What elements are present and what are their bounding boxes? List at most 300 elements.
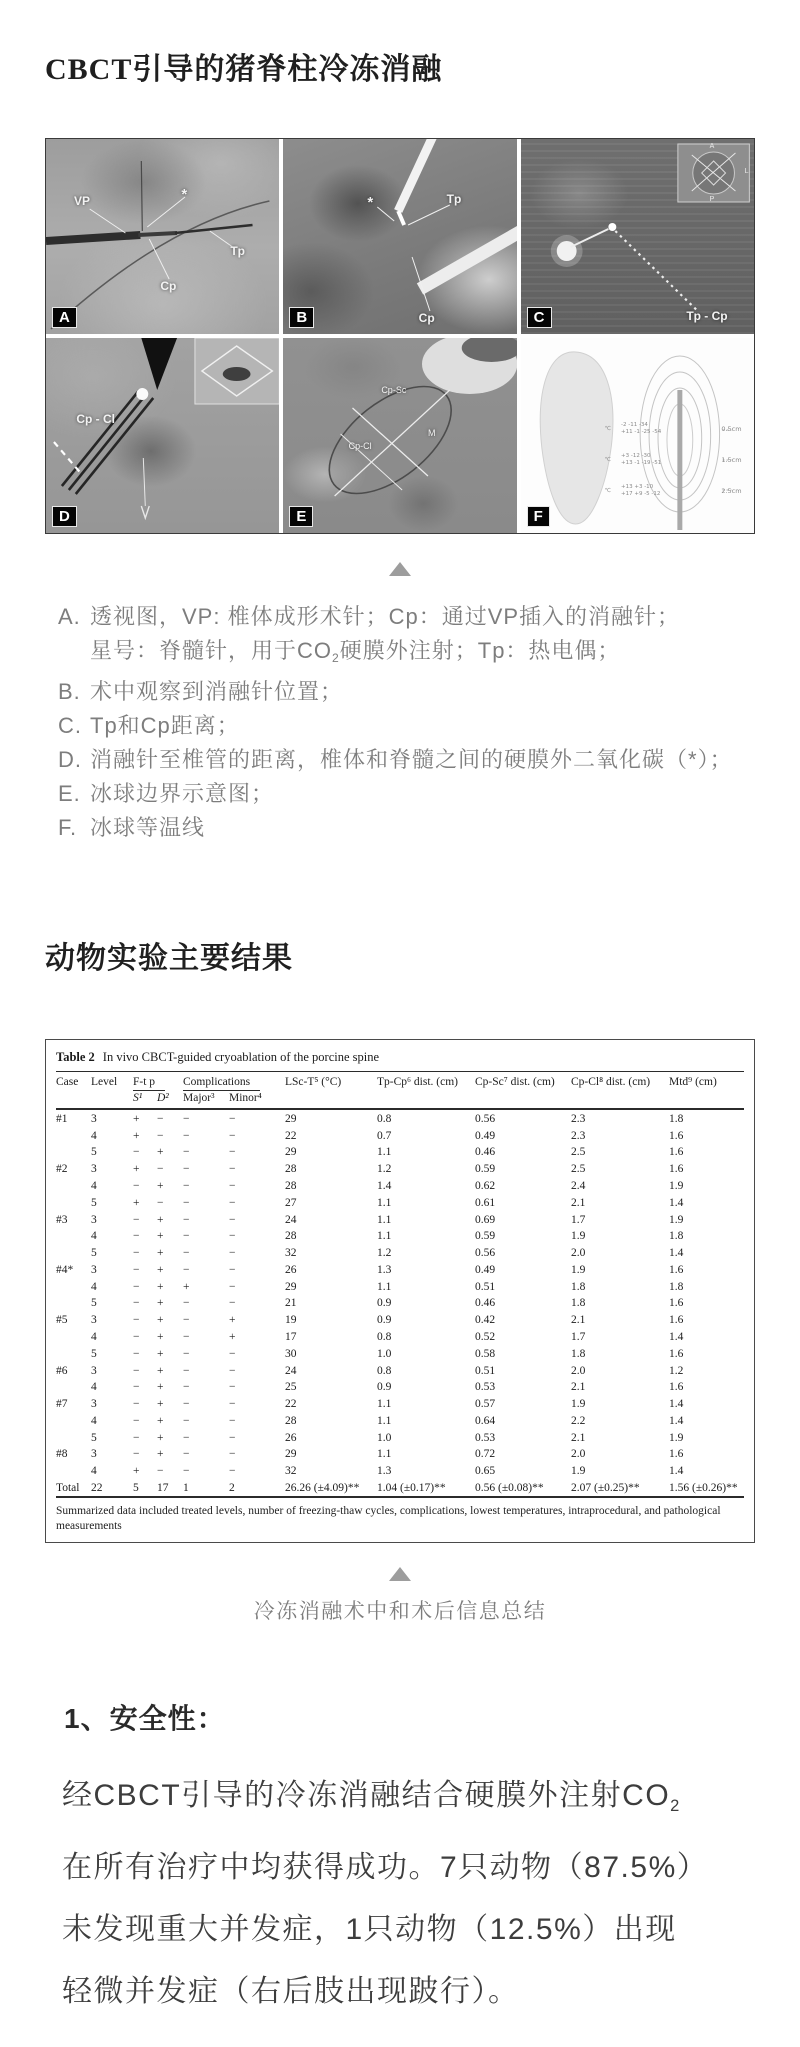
table-cell: 1.9	[571, 1398, 586, 1411]
col-header-s: S¹	[133, 1092, 143, 1105]
table-cell: 0.61	[475, 1196, 496, 1209]
table-cell: −	[229, 1414, 236, 1427]
table-cell: 21	[285, 1297, 297, 1310]
table-cell: −	[183, 1465, 190, 1478]
table-cell: −	[229, 1230, 236, 1243]
table-row	[56, 1379, 744, 1396]
table-cell	[56, 1228, 91, 1245]
table-cell: 24	[285, 1364, 297, 1377]
panel-d-label-cpcl: Cp - Cl	[76, 412, 115, 427]
table-row	[56, 1312, 744, 1329]
table-cell: 29	[285, 1112, 297, 1125]
table-cell: −	[229, 1347, 236, 1360]
table-cell: −	[229, 1213, 236, 1226]
table-cell: −	[229, 1263, 236, 1276]
table-cell: 1.8	[669, 1112, 684, 1125]
table-cell: 1.4	[669, 1247, 684, 1260]
table-cell: +	[133, 1196, 140, 1209]
table-row	[56, 1261, 744, 1278]
table-cell: −	[229, 1196, 236, 1209]
figure-panel-f	[521, 338, 754, 533]
table-cell	[56, 1194, 91, 1211]
table-cell: #2	[56, 1163, 68, 1176]
table-cell: 1.8	[669, 1230, 684, 1243]
caption-line: 硬膜外注射；Tp：热电偶；	[339, 638, 621, 663]
table-cell: −	[133, 1431, 140, 1444]
table-row	[56, 1412, 744, 1429]
table-cell: 2.1	[571, 1314, 586, 1327]
figure-panel-b	[283, 139, 516, 334]
table-cell: −	[133, 1314, 140, 1327]
col-header-complications	[183, 1072, 285, 1093]
table-cell: 30	[285, 1347, 297, 1360]
table-cell: 4	[91, 1280, 97, 1293]
table-cell: 3	[91, 1263, 97, 1276]
table-cell: 28	[285, 1179, 297, 1192]
panel-c-inset-right: L	[744, 168, 749, 176]
table-cell: −	[157, 1196, 164, 1209]
table-cell: −	[229, 1465, 236, 1478]
table-cell: 1.6	[669, 1381, 684, 1394]
figure-panel-a	[46, 139, 279, 334]
table-cell: 0.49	[475, 1129, 496, 1142]
table-cell: −	[229, 1381, 236, 1394]
table-cell: #8	[56, 1448, 68, 1461]
table-cell: 2.2	[571, 1414, 586, 1427]
table-row	[56, 1194, 744, 1211]
table-cell: −	[229, 1179, 236, 1192]
iso-line: -2 -11 -34	[620, 421, 648, 428]
table-row	[56, 1109, 744, 1127]
table-footnote: Summarized data included treated levels, number of freezing-thaw cycles, complications, lowest temperatures, intraprocedural, and pathological measurements	[56, 1505, 721, 1533]
table-row	[56, 1396, 744, 1413]
table-cell: 2.07 (±0.25)**	[571, 1482, 640, 1495]
panel-b-label-star: *	[367, 193, 374, 211]
table-cell: 2.3	[571, 1112, 586, 1125]
table-cell: −	[157, 1465, 164, 1478]
table-cell: +	[157, 1431, 164, 1444]
table-cell: 1.9	[669, 1213, 684, 1226]
table-cell: 2.1	[571, 1381, 586, 1394]
table-cell: 1.2	[377, 1247, 392, 1260]
iso-line: +13 -1 -19 -51	[620, 460, 662, 467]
table-cell: 1.1	[377, 1213, 392, 1226]
table-cell: −	[183, 1230, 190, 1243]
table-cell: 28	[285, 1414, 297, 1427]
table-cell: 0.7	[377, 1129, 392, 1142]
table-cell: −	[157, 1163, 164, 1176]
col-header-level: Level	[91, 1076, 118, 1089]
panel-f-tag: F	[527, 506, 550, 527]
caption-label: D.	[58, 747, 82, 773]
table-cell	[56, 1412, 91, 1429]
table-cell: −	[183, 1146, 190, 1159]
panel-a-label-cp: Cp	[160, 279, 177, 294]
table-cell: 1.6	[669, 1347, 684, 1360]
panel-c-art	[521, 139, 754, 334]
caption-text: 冰球等温线	[90, 815, 206, 841]
table-cell: −	[133, 1146, 140, 1159]
table-cell	[56, 1429, 91, 1446]
table-cell: 5	[91, 1297, 97, 1310]
table-cell: +	[133, 1465, 140, 1478]
table-cell: −	[133, 1448, 140, 1461]
panel-b-label-tp: Tp	[446, 191, 462, 206]
section-heading-safety: 1、安全性：	[64, 1703, 226, 1735]
table-cell: 29	[285, 1448, 297, 1461]
table-cell: −	[229, 1280, 236, 1293]
co2-subscript: 2	[670, 1796, 681, 1815]
table-cell: 0.56	[475, 1247, 496, 1260]
paragraph-line: 轻微并发症（右后肢出现跛行）。	[62, 1974, 520, 2008]
caption-text: 术中观察到消融针位置；	[90, 679, 344, 705]
table-cell: 1.8	[571, 1280, 586, 1293]
table-cell: 1.7	[571, 1213, 586, 1226]
table-row	[56, 1144, 744, 1161]
table-cell: −	[183, 1179, 190, 1192]
table-cell: 1.6	[669, 1448, 684, 1461]
table-cell: −	[133, 1247, 140, 1260]
table-cell: 3	[91, 1398, 97, 1411]
caption-text: Tp和Cp距离；	[90, 713, 240, 739]
col-header-major: Major³	[183, 1092, 215, 1105]
col-header-case: Case	[56, 1076, 79, 1089]
panel-d-art	[46, 338, 279, 533]
table-cell: 3	[91, 1448, 97, 1461]
caption-text	[90, 600, 755, 675]
table-cell: 1.8	[571, 1297, 586, 1310]
figure-panel-d	[46, 338, 279, 533]
panel-a-label-tp: Tp	[230, 244, 245, 259]
table-cell: −	[229, 1448, 236, 1461]
table-cell: 1.6	[669, 1146, 684, 1159]
table-cell: 0.59	[475, 1230, 496, 1243]
table-cell: 0.46	[475, 1146, 496, 1159]
table-cell: −	[229, 1364, 236, 1377]
table-cell: 2	[229, 1482, 235, 1495]
table-cell: 22	[91, 1482, 103, 1495]
table-cell: 2.3	[571, 1129, 586, 1142]
table-cell: 0.9	[377, 1381, 392, 1394]
table-cell: 1.9	[669, 1431, 684, 1444]
table-cell: 1.6	[669, 1263, 684, 1276]
panel-d-tag: D	[52, 506, 77, 527]
table-cell: +	[157, 1347, 164, 1360]
table-cell: −	[133, 1280, 140, 1293]
col-header-complications-text: Complications	[183, 1076, 260, 1091]
table-cell: 5	[133, 1482, 139, 1495]
figure-panel-c	[521, 139, 754, 334]
table-cell: −	[157, 1129, 164, 1142]
table-cell: 0.62	[475, 1179, 496, 1192]
table-cell: 4	[91, 1179, 97, 1192]
table-cell	[56, 1278, 91, 1295]
table-cell: 4	[91, 1230, 97, 1243]
table-cell: 27	[285, 1196, 297, 1209]
table-row	[56, 1244, 744, 1261]
table-cell: +	[157, 1398, 164, 1411]
panel-e-tag: E	[289, 506, 313, 527]
table-cell: 28	[285, 1230, 297, 1243]
table-cell: 1.4	[669, 1398, 684, 1411]
figure-caption-item-c	[58, 709, 755, 743]
panel-c-inset-top: A	[709, 142, 715, 150]
table-cell: −	[229, 1247, 236, 1260]
panel-e-label-cpcl: Cp-Cl	[348, 441, 372, 452]
panel-f-iso-1	[621, 422, 661, 436]
table-row	[56, 1211, 744, 1228]
table-cell: 0.64	[475, 1414, 496, 1427]
iso-line: +13 +3 -10	[620, 484, 654, 491]
table-cell: −	[133, 1347, 140, 1360]
table-cell: 0.9	[377, 1297, 392, 1310]
paragraph-line	[62, 1765, 740, 1837]
col-header-cpcl: Cp-Cl⁸ dist. (cm)	[571, 1076, 651, 1089]
table-cell: 1.9	[571, 1230, 586, 1243]
table-cell: 1.4	[377, 1179, 392, 1192]
table-cell: +	[157, 1280, 164, 1293]
table-cell: 32	[285, 1465, 297, 1478]
table-cell	[56, 1379, 91, 1396]
table-cell: 1.8	[571, 1347, 586, 1360]
table-cell	[56, 1328, 91, 1345]
caption-label: B.	[58, 679, 81, 705]
table-cell: +	[157, 1263, 164, 1276]
table-cell: 2.4	[571, 1179, 586, 1192]
table-cell: 1.9	[571, 1263, 586, 1276]
table-cell: 1.0	[377, 1431, 392, 1444]
iso-line: +11 -1 -25 -54	[620, 428, 662, 435]
table-cell: 0.46	[475, 1297, 496, 1310]
table-row	[56, 1127, 744, 1144]
table-cell: 26	[285, 1431, 297, 1444]
collapse-triangle-icon	[389, 1567, 411, 1581]
page-title: CBCT引导的猪脊柱冷冻消融	[45, 53, 443, 86]
table-cell: −	[157, 1112, 164, 1125]
table-cell: 1.2	[377, 1163, 392, 1176]
col-header-tpcp: Tp-Cp⁶ dist. (cm)	[377, 1076, 458, 1089]
table-cell: 3	[91, 1163, 97, 1176]
table-cell: 4	[91, 1465, 97, 1478]
data-table	[45, 1039, 755, 1543]
table-cell: 1.4	[669, 1196, 684, 1209]
table-cell: −	[183, 1431, 190, 1444]
table-cell	[56, 1127, 91, 1144]
table-caption: 冷冻消融术中和术后信息总结	[253, 1600, 547, 1624]
table-cell: 1.9	[669, 1179, 684, 1192]
table-cell: 2.5	[571, 1163, 586, 1176]
table-cell: −	[229, 1297, 236, 1310]
table-cell: +	[133, 1129, 140, 1142]
table-cell: 4	[91, 1381, 97, 1394]
table-cell: 1.4	[669, 1414, 684, 1427]
col-header-lsc: LSc-T⁵ (°C)	[285, 1076, 342, 1089]
table-cell: 1.0	[377, 1347, 392, 1360]
table-cell: 1.6	[669, 1163, 684, 1176]
table-cell: 3	[91, 1314, 97, 1327]
table-cell: 1.56 (±0.26)**	[669, 1482, 738, 1495]
table-cell: 1.8	[669, 1280, 684, 1293]
col-header-minor: Minor⁴	[229, 1092, 262, 1105]
table-cell: 2.5	[571, 1146, 586, 1159]
table-cell: 2.0	[571, 1364, 586, 1377]
panel-c-label-tpcp: Tp - Cp	[686, 308, 728, 323]
table-cell: 0.69	[475, 1213, 496, 1226]
table-cell: 0.51	[475, 1364, 496, 1377]
table-cell: −	[133, 1330, 140, 1343]
table-cell: −	[229, 1129, 236, 1142]
table-cell: +	[157, 1330, 164, 1343]
table-cell: −	[133, 1381, 140, 1394]
table-cell: −	[183, 1347, 190, 1360]
table-cell: 1.1	[377, 1398, 392, 1411]
table-grid	[56, 1071, 744, 1498]
table-cell: 1.2	[669, 1364, 684, 1377]
table-cell: 22	[285, 1129, 297, 1142]
figure-caption-item-a	[58, 600, 755, 675]
table-cell	[56, 1295, 91, 1312]
table-row	[56, 1328, 744, 1345]
table-row	[56, 1161, 744, 1178]
table-cell: −	[183, 1297, 190, 1310]
panel-e-label-m: M	[427, 427, 436, 438]
table-header	[56, 1072, 744, 1110]
caption-label: C.	[58, 713, 82, 739]
table-cell: +	[157, 1314, 164, 1327]
caption-label: E.	[58, 781, 81, 807]
table-cell: −	[133, 1364, 140, 1377]
table-cell: 0.72	[475, 1448, 496, 1461]
panel-b-tag: B	[289, 307, 314, 328]
figure-caption-item-b	[58, 675, 755, 709]
table-cell: 17	[157, 1482, 169, 1495]
table-cell: −	[183, 1213, 190, 1226]
table-cell: 1.6	[669, 1129, 684, 1142]
table-cell	[56, 1244, 91, 1261]
co2-subscript: 2	[332, 651, 340, 666]
panel-b-art	[283, 139, 516, 334]
panel-a-art	[46, 139, 279, 334]
iso-line: +3 -12 -30	[620, 453, 651, 460]
table-cell: +	[157, 1213, 164, 1226]
table-cell: +	[157, 1146, 164, 1159]
table-cell: 0.53	[475, 1431, 496, 1444]
table-cell: −	[133, 1213, 140, 1226]
table-cell: −	[183, 1112, 190, 1125]
table-cell: −	[183, 1129, 190, 1142]
table-cell: 1.3	[377, 1263, 392, 1276]
table-cell: +	[157, 1179, 164, 1192]
panel-f-deg-1: ℃	[604, 425, 611, 432]
table-cell: #3	[56, 1213, 68, 1226]
table-cell: −	[133, 1414, 140, 1427]
panel-e-label-cpsc: Cp-Sc	[381, 384, 407, 395]
table-body	[56, 1109, 744, 1497]
caption-label: F.	[58, 815, 78, 841]
paragraph-line: 未发现重大并发症，1只动物（12.5%）出现	[62, 1912, 677, 1946]
paragraph-text: 经CBCT引导的冷冻消融结合硬膜外注射CO	[62, 1779, 671, 1813]
table-row	[56, 1429, 744, 1446]
table-cell: 17	[285, 1330, 297, 1343]
figure-panels	[45, 138, 755, 534]
collapse-triangle-icon	[389, 562, 411, 576]
panel-b-label-cp: Cp	[418, 310, 435, 325]
table-cell: +	[157, 1448, 164, 1461]
table-row	[56, 1345, 744, 1362]
table-cell: 2.1	[571, 1196, 586, 1209]
table-cell: Total	[56, 1482, 80, 1495]
table-cell: 0.56 (±0.08)**	[475, 1482, 544, 1495]
table-cell: +	[157, 1230, 164, 1243]
table-row	[56, 1446, 744, 1463]
col-header-d: D²	[157, 1092, 169, 1105]
panel-c-inset-bottom: P	[709, 195, 715, 203]
table-cell: 1.1	[377, 1448, 392, 1461]
table-row	[56, 1295, 744, 1312]
table-cell	[56, 1177, 91, 1194]
table-cell: #1	[56, 1112, 68, 1125]
panel-f-scale-2: 1.5cm	[721, 455, 742, 464]
table-cell: #4*	[56, 1263, 74, 1276]
table-cell: +	[157, 1381, 164, 1394]
figure-caption-item-e	[58, 777, 755, 811]
table-cell: −	[133, 1263, 140, 1276]
table-number: Table 2	[56, 1050, 95, 1065]
caption-text: 消融针至椎管的距离，椎体和脊髓之间的硬膜外二氧化碳（*）；	[90, 747, 733, 773]
section-title-results: 动物实验主要结果	[45, 942, 293, 976]
table-cell: −	[183, 1163, 190, 1176]
table-row	[56, 1228, 744, 1245]
table-cell: 0.42	[475, 1314, 496, 1327]
table-cell: 24	[285, 1213, 297, 1226]
table-cell: 19	[285, 1314, 297, 1327]
col-header-mtd: Mtd⁹ (cm)	[669, 1076, 717, 1089]
table-cell: +	[229, 1314, 236, 1327]
table-cell: 0.65	[475, 1465, 496, 1478]
table-cell: 5	[91, 1247, 97, 1260]
table-cell: 29	[285, 1146, 297, 1159]
table-cell: #6	[56, 1364, 68, 1377]
table-cell: −	[183, 1398, 190, 1411]
table-cell: +	[229, 1330, 236, 1343]
table-cell: 2.1	[571, 1431, 586, 1444]
panel-f-scale-3: 2.5cm	[721, 487, 742, 496]
table-cell: 1.3	[377, 1465, 392, 1478]
panel-f-iso-3	[621, 484, 660, 498]
table-cell: 0.52	[475, 1330, 496, 1343]
table-cell: 2.0	[571, 1247, 586, 1260]
table-cell: +	[157, 1364, 164, 1377]
table-cell: −	[229, 1398, 236, 1411]
table-title	[56, 1049, 744, 1071]
table-cell: 4	[91, 1129, 97, 1142]
table-cell: −	[133, 1297, 140, 1310]
table-cell: 1.1	[377, 1414, 392, 1427]
panel-f-iso-2	[621, 453, 661, 467]
panel-f-scale-1: 0.5cm	[721, 424, 742, 433]
table-cell: 1.7	[571, 1330, 586, 1343]
table-cell: −	[183, 1364, 190, 1377]
table-cell: 1.1	[377, 1230, 392, 1243]
table-cell: −	[183, 1247, 190, 1260]
iso-line: +17 +9 -5 -12	[620, 491, 661, 498]
table-cell: 26.26 (±4.09)**	[285, 1482, 360, 1495]
caption-line: 透视图，VP: 椎体成形术针；Cp：通过VP插入的消融针；	[90, 604, 681, 629]
panel-c-tag: C	[527, 307, 552, 328]
table-cell: 1	[183, 1482, 189, 1495]
table-row	[56, 1278, 744, 1295]
table-cell: 0.8	[377, 1112, 392, 1125]
